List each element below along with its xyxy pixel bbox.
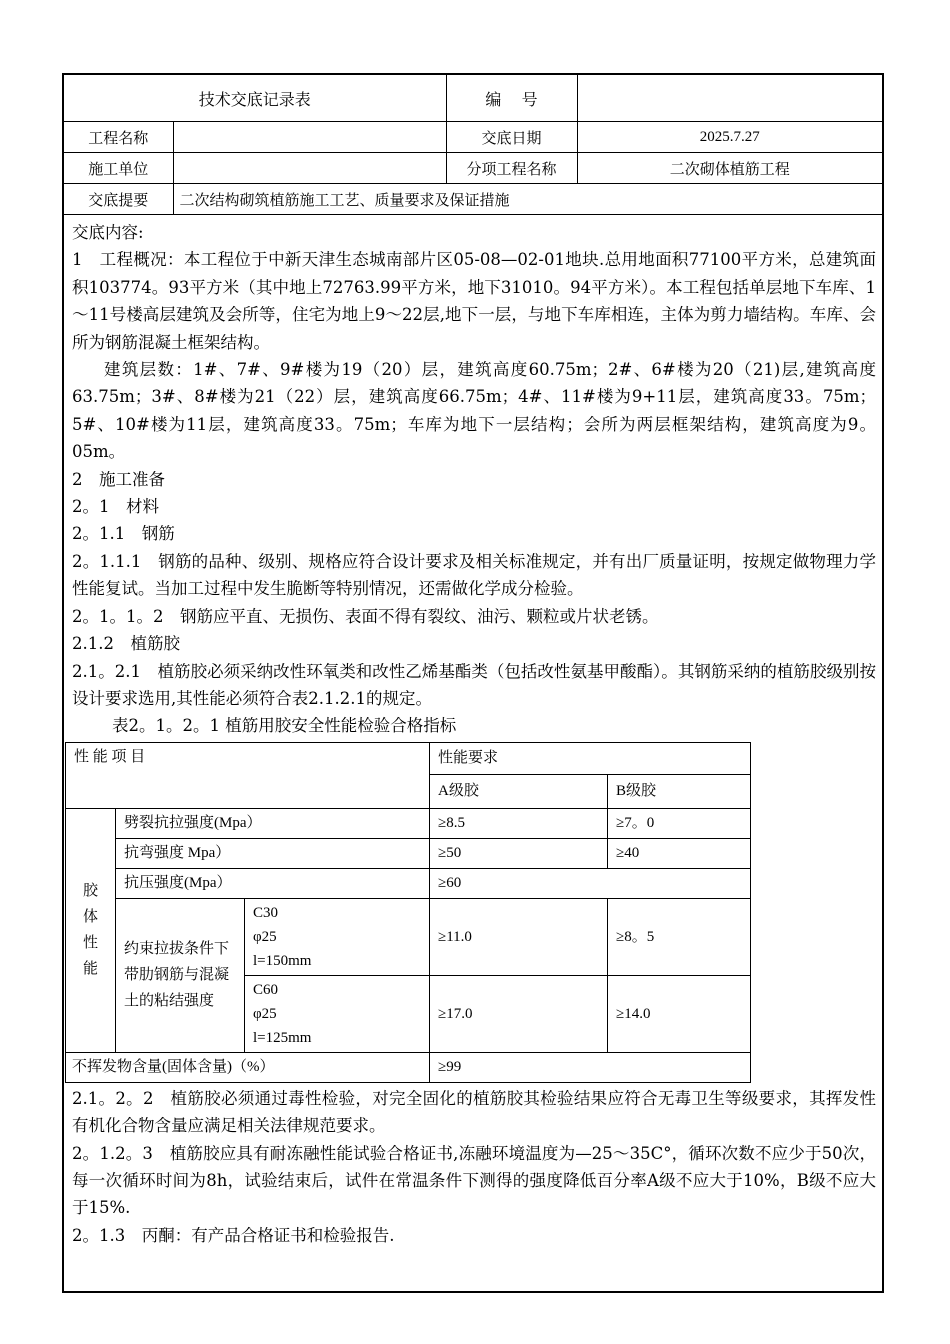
bond-cond-line: l=150mm [253,952,312,969]
bond-label [116,898,245,1052]
volatile-label: 不挥发物含量(固体含量)（%） [66,1052,430,1082]
paragraph: 2.1。2.1 植筋胶必须采纳改性环氧类和改性乙烯基酯类（包括改性氨基甲酸酯）。其钢筋采纳的植筋胶级别按设计要求选用,其性能必须符合表2.1.2.1的规定。 [72,661,876,708]
req-header: 性能要求 [430,742,751,774]
bond-condition [245,975,430,1052]
bond-cond-line: l=125mm [253,1029,312,1046]
summary-value: 二次结构砌筑植筋施工工艺、质量要求及保证措施 [173,184,882,215]
bond-condition [245,898,430,975]
paragraph: 1 工程概况：本工程位于中新天津生态城南部片区05-08—02-01地块.总用地面积77100平方米，总建筑面积103774。93平方米（其中地上72763.99平方米，地下31010。94平方米）。本工程包括单层地下车库、1～11号楼高层建筑及会所等，住宅为地上9～22层,地下一层，与地下车库相连，主体为剪力墙结构。车库、会所为钢筋混凝土框架结构。 [72,250,876,352]
bond-a: ≥11.0 [430,898,608,975]
bond-cond-line: C30 [253,904,279,921]
performance-table [65,742,751,1083]
volatile-value: ≥99 [430,1052,751,1082]
bond-a: ≥17.0 [430,975,608,1052]
bond-cond-line: C60 [253,981,279,998]
row-a: ≥50 [430,838,608,868]
paragraph: 2。1.2。3 植筋胶应具有耐冻融性能试验合格证书,冻融环境温度为—25～35C°，循环次数不应少于50次，每一次循环时间为8h，试验结束后，试件在常温条件下测得的强度降低百分率A级不应大于10%，B级不应大于15%. [72,1143,876,1218]
bond-b: ≥14.0 [608,975,751,1052]
subproject-label: 分项工程名称 [446,153,577,184]
section-heading: 2。1 材料 [72,497,159,517]
subproject-value: 二次砌体植筋工程 [577,153,882,184]
row-name: 劈裂抗拉强度(Mpa） [116,808,430,838]
bond-b: ≥8。5 [608,898,751,975]
paragraph: 2.1。2。2 植筋胶必须通过毒性检验，对完全固化的植筋胶其检验结果应符合无毒卫生等级要求，其挥发性有机化合物含量应满足相关法律规范要求。 [72,1088,876,1136]
unit-value [173,153,446,184]
content-heading: 交底内容: [72,223,144,242]
bond-cond-line: φ25 [253,1005,277,1022]
project-name-value [173,122,446,153]
row-name: 抗压强度(Mpa） [116,868,430,898]
record-form [62,73,884,1293]
form-title: 技术交底记录表 [64,75,446,122]
row-b: ≥7。0 [608,808,751,838]
grade-b-header: B级胶 [608,774,751,808]
row-name: 抗弯强度 Mpa） [116,838,430,868]
date-value: 2025.7.27 [577,122,882,153]
unit-label: 施工单位 [64,153,173,184]
row-b: ≥40 [608,838,751,868]
section-heading: 2 施工准备 [72,469,165,489]
project-name-label: 工程名称 [64,122,173,153]
date-label: 交底日期 [446,122,577,153]
header-table [64,75,882,215]
paragraph: 2。1.3 丙酮：有产品合格证书和检验报告. [72,1225,395,1245]
table-caption: 表2。1。2。1 植筋用胶安全性能检验合格指标 [112,716,457,736]
section-heading: 2。1.1 钢筋 [72,524,175,544]
section-heading: 2.1.2 植筋胶 [72,634,180,654]
paragraph: 2。1。1。2 钢筋应平直、无损伤、表面不得有裂纹、油污、颗粒或片状老锈。 [72,606,659,626]
group-label [66,808,116,1052]
summary-label: 交底提要 [64,184,173,215]
row-ab: ≥60 [430,868,751,898]
row-a: ≥8.5 [430,808,608,838]
paragraph: 建筑层数：1#、7#、9#楼为19（20）层，建筑高度60.75m；2#、6#楼为20（21)层,建筑高度63.75m；3#、8#楼为21（22）层，建筑高度66.75m；4#、11#楼为9+11层，建筑高度33。75m；5#、10#楼为11层，建筑高度33。75m；车库为地下一层结构；会所为两层框架结构，建筑高度为9。05m。 [72,360,876,462]
number-value [577,75,882,122]
item-header: 性 能 项 目 [66,742,430,808]
grade-a-header: A级胶 [430,774,608,808]
bond-label-text: 约束拉拔条件下带肋钢筋与混凝土的粘结强度 [124,941,230,1010]
group-label-text: 胶体性能 [82,883,98,978]
content-body [72,219,876,1249]
number-label: 编 号 [446,75,577,122]
bond-cond-line: φ25 [253,928,277,945]
paragraph: 2。1.1.1 钢筋的品种、级别、规格应符合设计要求及相关标准规定，并有出厂质量证明，按规定做物理力学性能复试。当加工过程中发生脆断等特别情况，还需做化学成分检验。 [72,551,876,599]
